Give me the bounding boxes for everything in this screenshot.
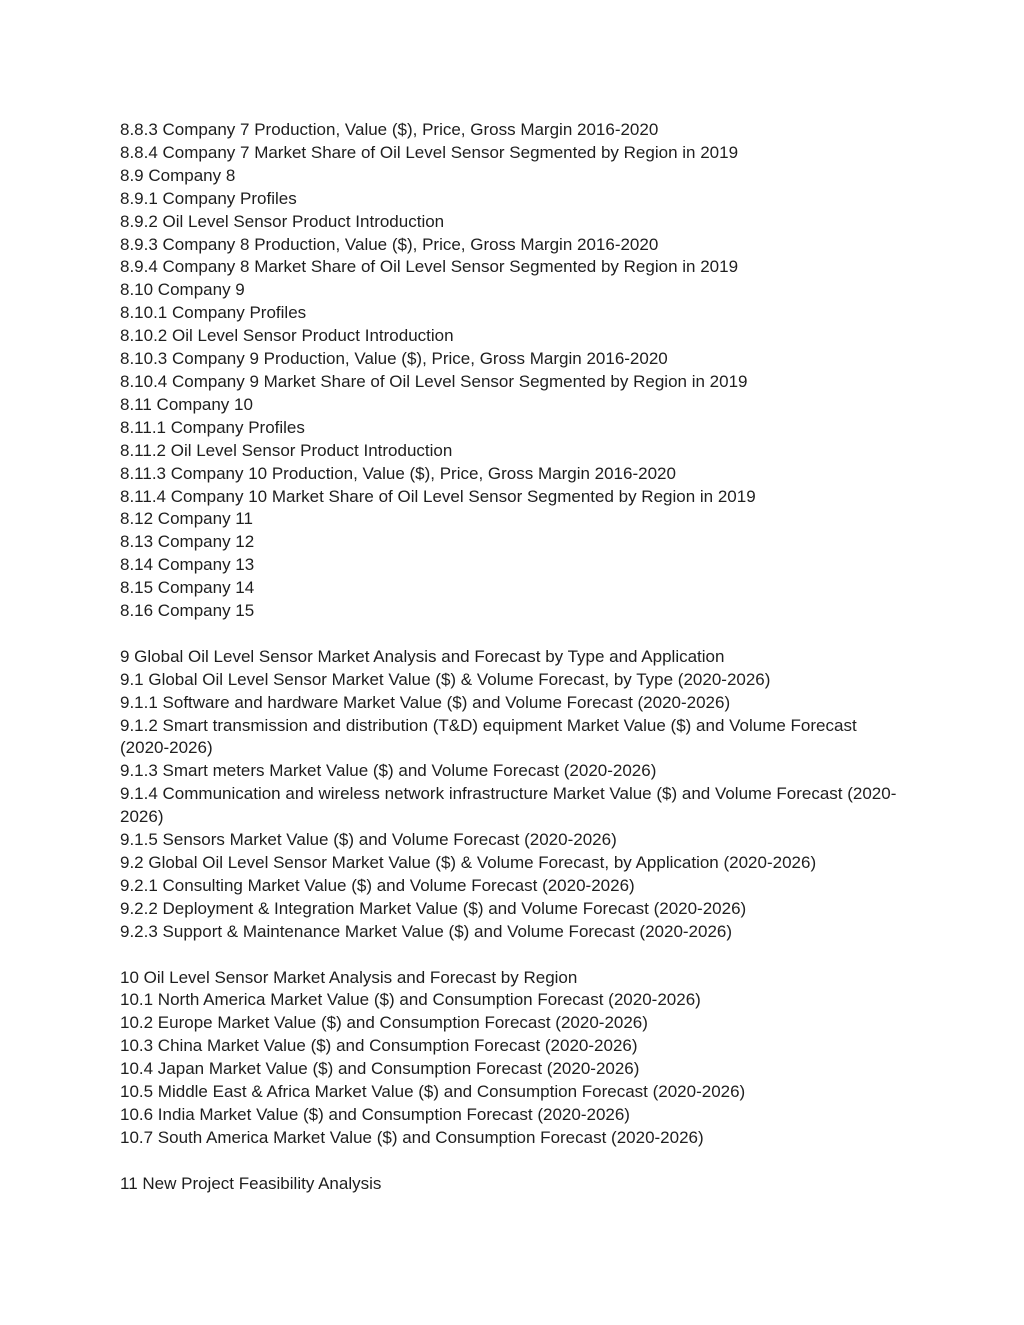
toc-line: 8.15 Company 14 [120,578,255,598]
toc-line: 8.9.1 Company Profiles [120,188,297,208]
toc-section-10 [120,967,900,1150]
toc-line: 9.2.3 Support & Maintenance Market Value ($) and Volume Forecast (2020-2026) [120,921,733,941]
toc-line: 8.11.2 Oil Level Sensor Product Introduction [120,440,453,460]
toc-line: 8.10.4 Company 9 Market Share of Oil Level Sensor Segmented by Region in 2019 [120,371,748,391]
toc-heading: 10 Oil Level Sensor Market Analysis and Forecast by Region [120,967,578,987]
toc-line: 8.8.3 Company 7 Production, Value ($), Price, Gross Margin 2016-2020 [120,120,659,139]
toc-line: 8.16 Company 15 [120,601,255,621]
toc-line: 8.10.1 Company Profiles [120,303,307,323]
document-page [120,119,900,1218]
toc-line: 8.12 Company 11 [120,509,253,529]
toc-line: 8.9.2 Oil Level Sensor Product Introduction [120,211,445,231]
toc-line: 8.13 Company 12 [120,532,255,552]
toc-section-8 [120,119,900,623]
toc-line: 10.5 Middle East & Africa Market Value ($) and Consumption Forecast (2020-2026) [120,1082,746,1102]
toc-line: 8.10 Company 9 [120,280,245,300]
toc-line: 9.2.1 Consulting Market Value ($) and Volume Forecast (2020-2026) [120,875,635,895]
toc-line: 10.1 North America Market Value ($) and Consumption Forecast (2020-2026) [120,990,701,1010]
toc-line: 8.14 Company 13 [120,555,255,575]
toc-line: 9.1.4 Communication and wireless network infrastructure Market Value ($) and Volume Forecast (2020-2026) [120,784,897,827]
toc-heading: 9 Global Oil Level Sensor Market Analysis and Forecast by Type and Application [120,646,725,666]
toc-section-9 [120,646,900,944]
toc-line: 10.6 India Market Value ($) and Consumption Forecast (2020-2026) [120,1104,630,1124]
toc-line: 8.11.1 Company Profiles [120,417,305,437]
toc-line: 9.1.3 Smart meters Market Value ($) and Volume Forecast (2020-2026) [120,761,657,781]
toc-section-11 [120,1173,900,1196]
toc-heading: 11 New Project Feasibility Analysis [120,1173,382,1193]
toc-line: 9.1.5 Sensors Market Value ($) and Volume Forecast (2020-2026) [120,830,617,850]
toc-line: 8.11.3 Company 10 Production, Value ($), Price, Gross Margin 2016-2020 [120,463,676,483]
toc-line: 9.1 Global Oil Level Sensor Market Value ($) & Volume Forecast, by Type (2020-2026) [120,669,771,689]
toc-line: 10.4 Japan Market Value ($) and Consumption Forecast (2020-2026) [120,1059,640,1079]
toc-line: 8.9 Company 8 [120,165,236,185]
toc-line: 9.2 Global Oil Level Sensor Market Value ($) & Volume Forecast, by Application (2020-2026) [120,852,817,872]
toc-line: 8.10.2 Oil Level Sensor Product Introduction [120,326,454,346]
toc-line: 8.9.3 Company 8 Production, Value ($), Price, Gross Margin 2016-2020 [120,234,659,254]
toc-line: 8.10.3 Company 9 Production, Value ($), Price, Gross Margin 2016-2020 [120,349,668,369]
toc-line: 8.11 Company 10 [120,394,253,414]
toc-line: 10.2 Europe Market Value ($) and Consumption Forecast (2020-2026) [120,1013,648,1033]
toc-line: 10.7 South America Market Value ($) and Consumption Forecast (2020-2026) [120,1127,704,1147]
toc-line: 8.11.4 Company 10 Market Share of Oil Level Sensor Segmented by Region in 2019 [120,486,756,506]
toc-line: 8.8.4 Company 7 Market Share of Oil Level Sensor Segmented by Region in 2019 [120,142,739,162]
toc-line: 10.3 China Market Value ($) and Consumption Forecast (2020-2026) [120,1036,638,1056]
toc-line: 9.1.2 Smart transmission and distribution (T&D) equipment Market Value ($) and Volume Forecast (2020-2026) [120,715,857,758]
toc-line: 9.1.1 Software and hardware Market Value ($) and Volume Forecast (2020-2026) [120,692,731,712]
toc-line: 9.2.2 Deployment & Integration Market Value ($) and Volume Forecast (2020-2026) [120,898,747,918]
toc-line: 8.9.4 Company 8 Market Share of Oil Level Sensor Segmented by Region in 2019 [120,257,739,277]
